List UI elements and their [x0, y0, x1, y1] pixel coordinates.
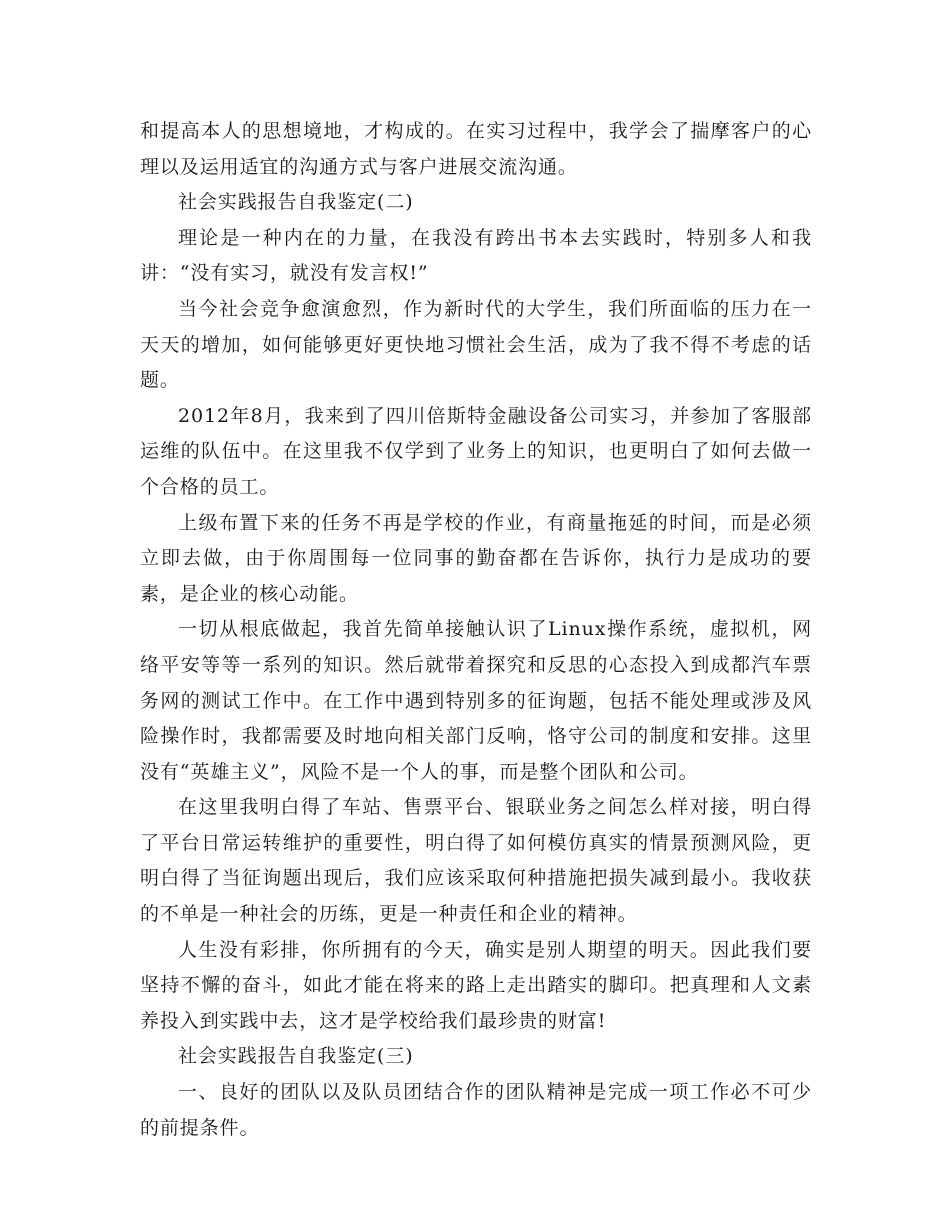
paragraph-competition: 当今社会竞争愈演愈烈，作为新时代的大学生，我们所面临的压力在一天天的增加，如何能够更好更快地习惯社会生活，成为了我不得不考虑的话题。 — [140, 297, 812, 392]
paragraph-teamwork: 一、良好的团队以及队员团结合作的团队精神是完成一项工作必不可少的前提条件。 — [140, 1081, 812, 1139]
section-heading-2: 社会实践报告自我鉴定(二) — [178, 191, 414, 214]
paragraph-tasks: 上级布置下来的任务不再是学校的作业，有商量拖延的时间，而是必须立即去做，由于你周围每一位同事的勤奋都在告诉你，执行力是成功的要素，是企业的核心动能。 — [140, 511, 812, 605]
section-heading-3: 社会实践报告自我鉴定(三) — [178, 1045, 414, 1068]
paragraph-internship: 2012年8月，我来到了四川倍斯特金融设备公司实习，并参加了客服部运维的队伍中。在这里我不仅学到了业务上的知识，也更明白了如何去做一个合格的员工。 — [140, 404, 812, 498]
paragraph-basics: 一切从根底做起，我首先简单接触认识了Linux操作系统，虚拟机，网络平安等等一系列的知识。然后就带着探究和反思的心态投入到成都汽车票务网的测试工作中。在工作中遇到特别多的征询题，包括不能处理或涉及风险操作时，我都需要及时地向相关部门反响，恪守公司的制度和安排。这里没有“英雄主义”，风险不是一个人的事，而是整个团队和公司。 — [140, 618, 812, 783]
paragraph-learned: 在这里我明白得了车站、售票平台、银联业务之间怎么样对接，明白得了平台日常运转维护的重要性，明白得了如何模仿真实的情景预测风险，更明白得了当征询题出现后，我们应该采取何种措施把损失减到最小。我收获的不单是一种社会的历练，更是一种责任和企业的精神。 — [140, 796, 812, 926]
document-page — [140, 114, 812, 1146]
paragraph-life: 人生没有彩排，你所拥有的今天，确实是别人期望的明天。因此我们要坚持不懈的奋斗，如此才能在将来的路上走出踏实的脚印。把真理和人文素养投入到实践中去，这才是学校给我们最珍贵的财富! — [140, 938, 812, 1032]
paragraph-theory: 理论是一种内在的力量，在我没有跨出书本去实践时，特别多人和我讲：“没有实习，就没有发言权!” — [140, 226, 812, 285]
paragraph-continuation: 和提高本人的思想境地，才构成的。在实习过程中，我学会了揣摩客户的心理以及运用适宜的沟通方式与客户进展交流沟通。 — [140, 120, 812, 178]
